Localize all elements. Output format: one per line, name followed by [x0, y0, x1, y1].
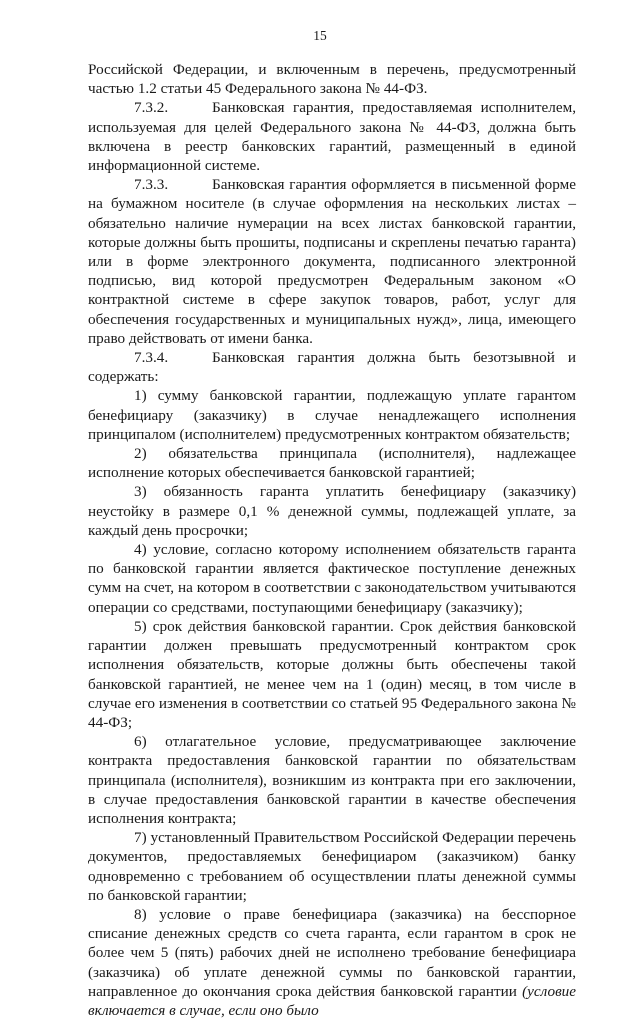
page-number: 15 — [313, 28, 327, 43]
list-item-8: 8) условие о праве бенефициара (заказчика) на бесспорное списание денежных средств со счета гаранта, если гарантом в срок не более чем 5 (пять) рабочих дней не исполнено требование бенефициара (заказчика) об уплате денежной суммы по банковской гарантии, направленное до окончания срока действия банковской гарантии (условие включается в случае, если оно было — [88, 905, 576, 1019]
list-item-3: 3) обязанность гаранта уплатить бенефициару (заказчику) неустойку в размере 0,1 % денежной суммы, подлежащей уплате, за каждый день просрочки; — [88, 483, 576, 539]
list-item-6: 6) отлагательное условие, предусматривающее заключение контракта предоставления банковской гарантии по обязательствам принципала (исполнителя), возникшим из контракта при его заключении, в случае предоставления банковской гарантии в качестве обеспечения исполнения контракта; — [88, 733, 576, 827]
document-body — [88, 60, 576, 1020]
list-item-2: 2) обязательства принципала (исполнителя), надлежащее исполнение которых обеспечивается банковской гарантией; — [88, 445, 576, 482]
clause-7-3-3: 7.3.3. Банковская гарантия оформляется в письменной форме на бумажном носителе (в случае оформления на нескольких листах – обязательно наличие нумерации на всех листах банковской гарантии, которые должны быть прошиты, подписаны и скреплены печатью гаранта) или в форме электронного документа, подписанного электронной подписью, вид которой предусмотрен Федеральным законом «О контрактной системе в сфере закупок товаров, работ, услуг для обеспечения государственных и муниципальных нужд», лица, имеющего право действовать от имени банка. — [88, 176, 576, 347]
clause-number: 7.3.4. — [134, 349, 169, 367]
paragraph-continuation: Российской Федерации, и включенным в перечень, предусмотренный частью 1.2 статьи 45 Федерального закона № 44-ФЗ. — [88, 61, 576, 98]
clause-number: 7.3.3. — [134, 176, 169, 194]
clause-7-3-2: 7.3.2. Банковская гарантия, предоставляемая исполнителем, используемая для целей Федерального закона № 44-ФЗ, должна быть включена в реестр банковских гарантий, размещенный в единой информационной системе. — [88, 99, 576, 175]
list-item-1: 1) сумму банковской гарантии, подлежащую уплате гарантом бенефициару (заказчику) в случае ненадлежащего исполнения принципалом (исполнителем) предусмотренных контрактом обязательств; — [88, 387, 576, 443]
list-item-4: 4) условие, согласно которому исполнением обязательств гаранта по банковской гарантии является фактическое поступление денежных сумм на счет, на котором в соответствии с законодательством учитываются операции со средствами, поступающими бенефициару (заказчику); — [88, 541, 576, 616]
list-item-5: 5) срок действия банковской гарантии. Срок действия банковской гарантии должен превышать предусмотренный контрактом срок исполнения обязательств, которые должны быть обеспечены такой банковской гарантией, не менее чем на 1 (один) месяц, в том числе в случае его изменения в соответствии со статьей 95 Федерального закона № 44-ФЗ; — [88, 617, 576, 731]
clause-7-3-4: 7.3.4. Банковская гарантия должна быть безотзывной и содержать: — [88, 349, 576, 386]
italic-note: (условие включается в случае, если оно было — [88, 982, 576, 1019]
clause-number: 7.3.2. — [134, 99, 169, 117]
list-item-7: 7) установленный Правительством Российской Федерации перечень документов, предоставляемых бенефициаром (заказчиком) банку одновременно с требованием об осуществлении платы денежной суммы по банковской гарантии; — [88, 829, 576, 904]
